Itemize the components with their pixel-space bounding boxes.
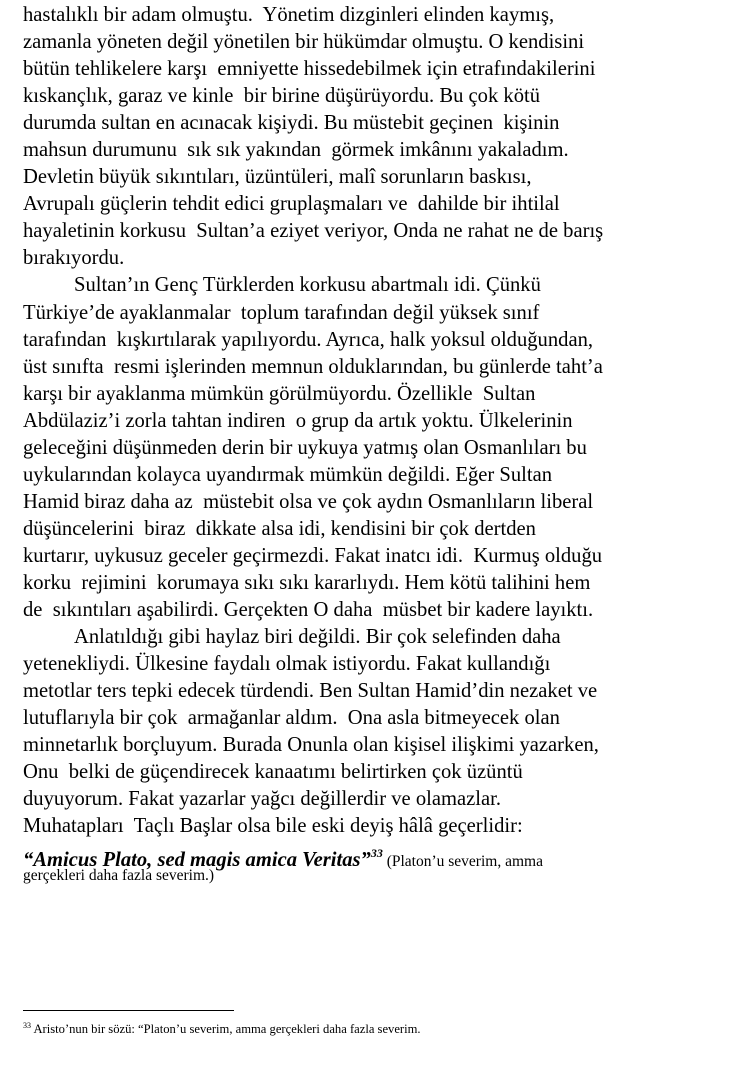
text-line: Avrupalı güçlerin tehdit edici gruplaşmaları ve dahilde bir ihtilal: [23, 193, 560, 216]
text-line: lutuflarıyla bir çok armağanlar aldım. Ona asla bitmeyecek olan: [23, 707, 560, 730]
quote-open-mark: “: [23, 849, 34, 872]
quote-close-mark: ”: [360, 849, 371, 872]
latin-quote: Amicus Plato, sed magis amica Veritas: [33, 849, 361, 872]
quote-translation-continued: gerçekleri daha fazla severim.): [23, 867, 215, 885]
text-line: Hamid biraz daha az müstebit olsa ve çok aydın Osmanlıların liberal: [23, 490, 594, 513]
text-line: zamanla yöneten değil yönetilen bir hükümdar olmuştu. O kendisini: [23, 31, 585, 54]
text-line: hastalıklı bir adam olmuştu. Yönetim dizginleri elinden kaymış,: [23, 4, 555, 26]
text-line: duyuyorum. Fakat yazarlar yağcı değillerdir ve olamazlar.: [23, 788, 502, 811]
text-line: Sultan’ın Genç Türklerden korkusu abartmalı idi. Çünkü: [74, 274, 541, 297]
text-line: Muhatapları Taçlı Başlar olsa bile eski deyiş hâlâ geçerlidir:: [23, 815, 523, 838]
text-line: metotlar ters tepki edecek türdendi. Ben Sultan Hamid’din nezaket ve: [23, 680, 598, 703]
text-line: hayaletinin korkusu Sultan’a eziyet veriyor, Onda ne rahat ne de barış: [23, 220, 604, 243]
quote-translation: (Platon’u severim, amma: [382, 853, 543, 871]
text-line: Türkiye’de ayaklanmalar toplum tarafından değil yüksek sınıf: [23, 301, 540, 324]
text-line: kurtarır, uykusuz geceler geçirmezdi. Fakat inatcı idi. Kurmuş olduğu: [23, 544, 603, 567]
text-line: düşüncelerini biraz dikkate alsa idi, kendisini bir çok dertden: [23, 517, 536, 540]
text-line: korku rejimini korumaya sıkı sıkı kararlıydı. Hem kötü talihini hem: [23, 571, 591, 594]
text-line: Anlatıldığı gibi haylaz biri değildi. Bir çok selefinden daha: [74, 626, 561, 649]
footnote-reference[interactable]: 33: [370, 846, 383, 861]
text-line: durumda sultan en acınacak kişiydi. Bu müstebit geçinen kişinin: [23, 112, 560, 135]
text-line: Onu belki de güçendirecek kanaatımı belirtirken çok üzüntü: [23, 761, 523, 784]
text-line: kıskançlık, garaz ve kinle bir birine düşürüyordu. Bu çok kötü: [23, 85, 541, 108]
text-line: Devletin büyük sıkıntıları, üzüntüleri, malî sorunların baskısı,: [23, 166, 532, 189]
paragraph-2: [23, 272, 728, 624]
paragraph-1: [23, 2, 728, 272]
text-line: bırakıyordu.: [23, 247, 125, 270]
footnote: [23, 1018, 421, 1037]
footnote-number: 33: [23, 1021, 31, 1030]
text-line: uykularından kolayca uyandırmak mümkün değildi. Eğer Sultan: [23, 463, 553, 486]
latin-quote-line: [23, 840, 728, 872]
footnote-text: Aristo’nun bir sözü: “Platon’u severim, amma gerçekleri daha fazla severim.: [31, 1022, 421, 1036]
text-line: tarafından kışkırtılarak yapılıyordu. Ayrıca, halk yoksul olduğundan,: [23, 328, 594, 351]
text-line: geleceğini düşünmeden derin bir uykuya yatmış olan Osmanlıları bu: [23, 436, 587, 459]
text-line: karşı bir ayaklanma mümkün görülmüyordu. Özellikle Sultan: [23, 382, 536, 405]
text-line: bütün tehlikelere karşı emniyette hissedebilmek için etrafındakilerini: [23, 58, 596, 81]
paragraph-3: [23, 624, 728, 840]
text-line: Abdülaziz’i zorla tahtan indiren o grup da artık yoktu. Ülkelerinin: [23, 409, 573, 432]
text-line: üst sınıfta resmi işlerinden memnun olduklarından, bu günlerde taht’a: [23, 355, 603, 378]
main-text: [23, 2, 728, 887]
footnote-separator: [23, 1010, 234, 1011]
text-line: mahsun durumunu sık sık yakından görmek imkânını yakaladım.: [23, 139, 569, 162]
text-line: minnetarlık borçluyum. Burada Onunla olan kişisel ilişkimi yazarken,: [23, 734, 599, 757]
text-line: yetenekliydi. Ülkesine faydalı olmak istiyordu. Fakat kullandığı: [23, 653, 551, 676]
text-line: de sıkıntıları aşabilirdi. Gerçekten O daha müsbet bir kadere layıktı.: [23, 599, 594, 622]
